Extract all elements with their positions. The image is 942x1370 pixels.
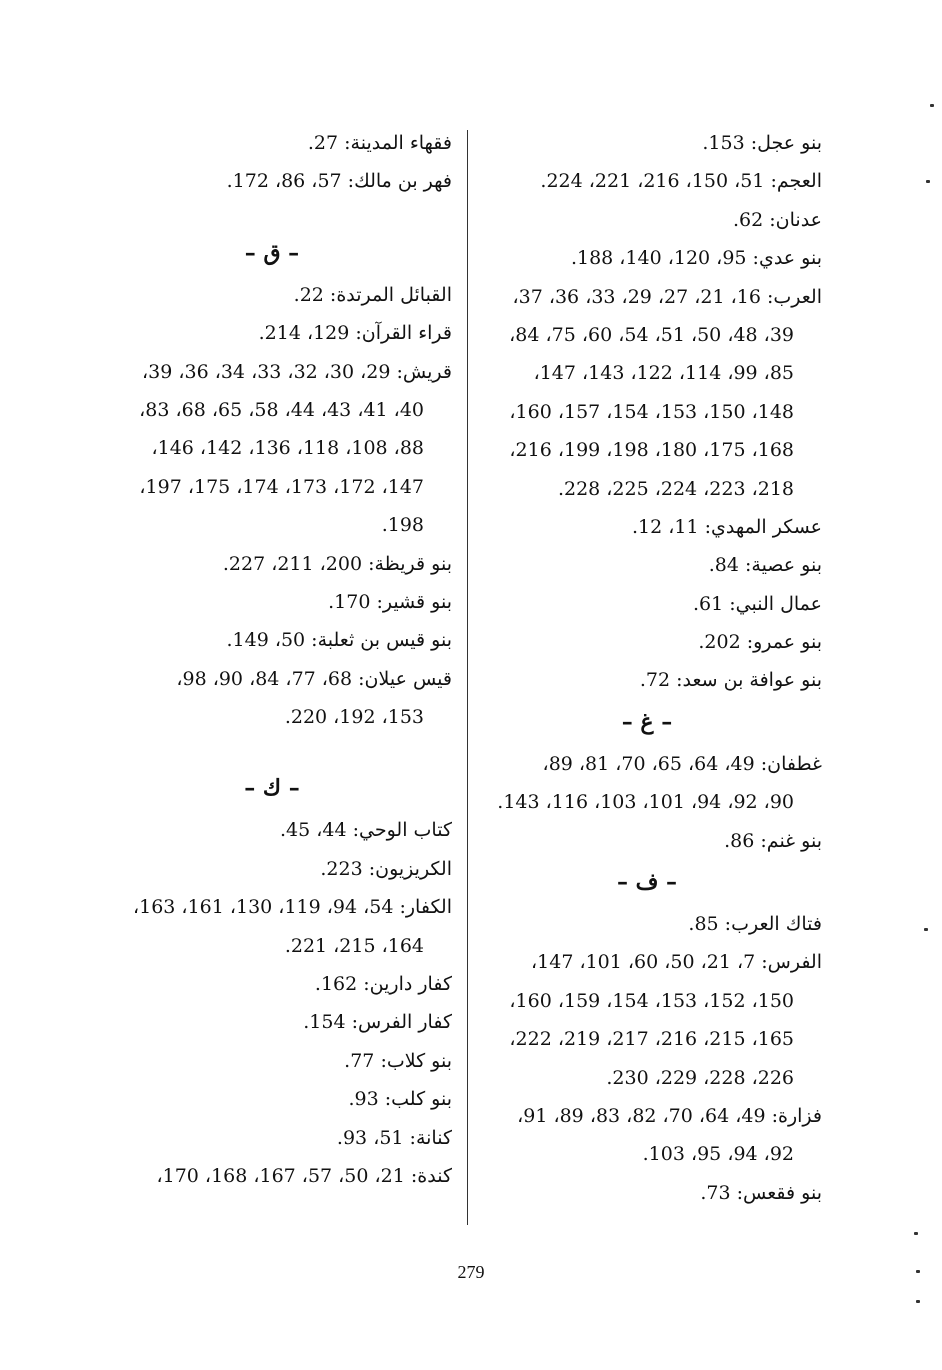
index-entry: بنو عدي: 95، 120، 140، 188.: [570, 247, 822, 270]
index-entry: بنو كلاب: 77.: [344, 1049, 452, 1072]
index-entry: بنو كلب: 93.: [348, 1088, 452, 1111]
index-entry-continuation: 90، 92، 94، 101، 103، 116، 143.: [497, 791, 794, 814]
index-entry: قراء القرآن: 129، 214.: [258, 322, 452, 345]
scan-speck: [914, 1232, 918, 1235]
section-header: – ف –: [616, 869, 678, 896]
scan-speck: [916, 1270, 920, 1273]
index-entry: الكفار: 54، 94، 119، 130، 161، 163،: [132, 896, 452, 919]
index-entry-continuation: 153، 192، 220.: [284, 706, 424, 729]
index-entry: قريش: 29، 30، 32، 33، 34، 36، 39،: [141, 360, 452, 383]
index-entry: العجم: 51، 150، 216، 221، 224.: [540, 170, 822, 193]
index-entry: عمال النبي: 61.: [692, 592, 822, 615]
index-entry: فقهاء المدينة: 27.: [307, 132, 452, 154]
index-entry-continuation: 168، 175، 180، 198، 199، 216،: [509, 439, 794, 462]
index-entry: الكريزيون: 223.: [320, 857, 452, 880]
index-entry: بنو عصية: 84.: [708, 554, 822, 577]
index-entry: الفرس: 7، 21، 50، 60، 101، 147،: [531, 951, 822, 974]
index-entry-continuation: 88، 108، 118، 136، 142، 146،: [151, 437, 424, 460]
index-entry: بنو قريظة: 200، 211، 227.: [222, 552, 452, 575]
index-entry: فتاك العرب: 85.: [688, 913, 822, 936]
index-entry: كفار دارين: 162.: [314, 973, 452, 996]
index-entry: بنو فقعس: 73.: [700, 1181, 822, 1204]
index-entry: بنو عوافة بن سعد: 72.: [639, 669, 822, 692]
index-entry: القبائل المرتدة: 22.: [293, 283, 452, 306]
index-entry-continuation: 164، 215، 221.: [284, 934, 424, 957]
index-entry: عسكر المهدي: 11، 12.: [632, 515, 822, 538]
scan-speck: [916, 1300, 920, 1303]
index-entry-continuation: 218، 223، 224، 225، 228.: [557, 477, 794, 500]
section-header: – ك –: [244, 775, 300, 802]
scan-speck: [926, 180, 930, 183]
index-entry-continuation: 148، 150، 153، 154، 157، 160،: [509, 400, 794, 423]
index-entry: فهر بن مالك: 57، 86، 172.: [226, 170, 452, 193]
scan-speck: [930, 104, 934, 107]
scan-speck: [924, 928, 928, 931]
index-column-right: [472, 124, 822, 1212]
index-entry: بنو عمرو: 202.: [698, 631, 822, 654]
section-gap: [92, 201, 452, 231]
index-entry: كفار الفرس: 154.: [303, 1011, 452, 1034]
index-entry: بنو عجل: 153.: [702, 132, 822, 154]
index-entry-continuation: 92، 94، 95، 103.: [642, 1143, 794, 1166]
index-entry-continuation: 147، 172، 173، 174، 175، 197،: [139, 475, 424, 498]
section-gap: [92, 736, 452, 766]
index-entry-continuation: 226، 228، 229، 230.: [606, 1066, 794, 1089]
index-entry: كتاب الوحي: 44، 45.: [280, 819, 452, 842]
index-entry: كندة: 21، 50، 57، 167، 168، 170،: [156, 1164, 452, 1187]
index-column-left: [92, 124, 452, 1195]
index-entry-continuation: 40، 41، 43، 44، 58، 65، 68، 83،: [139, 398, 424, 421]
column-divider: [467, 130, 468, 1225]
index-entry: فزارة: 49، 64، 70، 82، 83، 89، 91،: [517, 1104, 822, 1127]
index-entry-continuation: 198.: [381, 514, 424, 537]
index-entry: غطفان: 49، 64، 65، 70، 81، 89،: [542, 752, 822, 775]
index-entry: بنو قيس بن ثعلبة: 50، 149.: [226, 629, 452, 652]
section-header: – ق –: [244, 239, 300, 266]
index-entry: العرب: 16، 21، 27، 29، 33، 36، 37،: [512, 285, 822, 308]
page-number: 279: [457, 1262, 485, 1282]
index-entry: بنو غنم: 86.: [724, 829, 822, 852]
index-entry-continuation: 150، 152، 153، 154، 159، 160،: [509, 989, 794, 1012]
index-entry-continuation: 165، 215، 216، 217، 219، 222،: [509, 1028, 794, 1051]
index-entry-continuation: 85، 99، 114، 122، 143، 147،: [533, 362, 794, 385]
index-entry-continuation: 39، 48، 50، 51، 54، 60، 75، 84،: [509, 323, 794, 346]
index-entry: بنو قشير: 170.: [328, 590, 452, 613]
index-entry: قيس عيلان: 68، 77، 84، 90، 98،: [176, 667, 452, 690]
index-entry: عدنان: 62.: [732, 208, 822, 231]
section-header: – غ –: [621, 708, 673, 735]
index-entry: كنانة: 51، 93.: [336, 1126, 452, 1149]
